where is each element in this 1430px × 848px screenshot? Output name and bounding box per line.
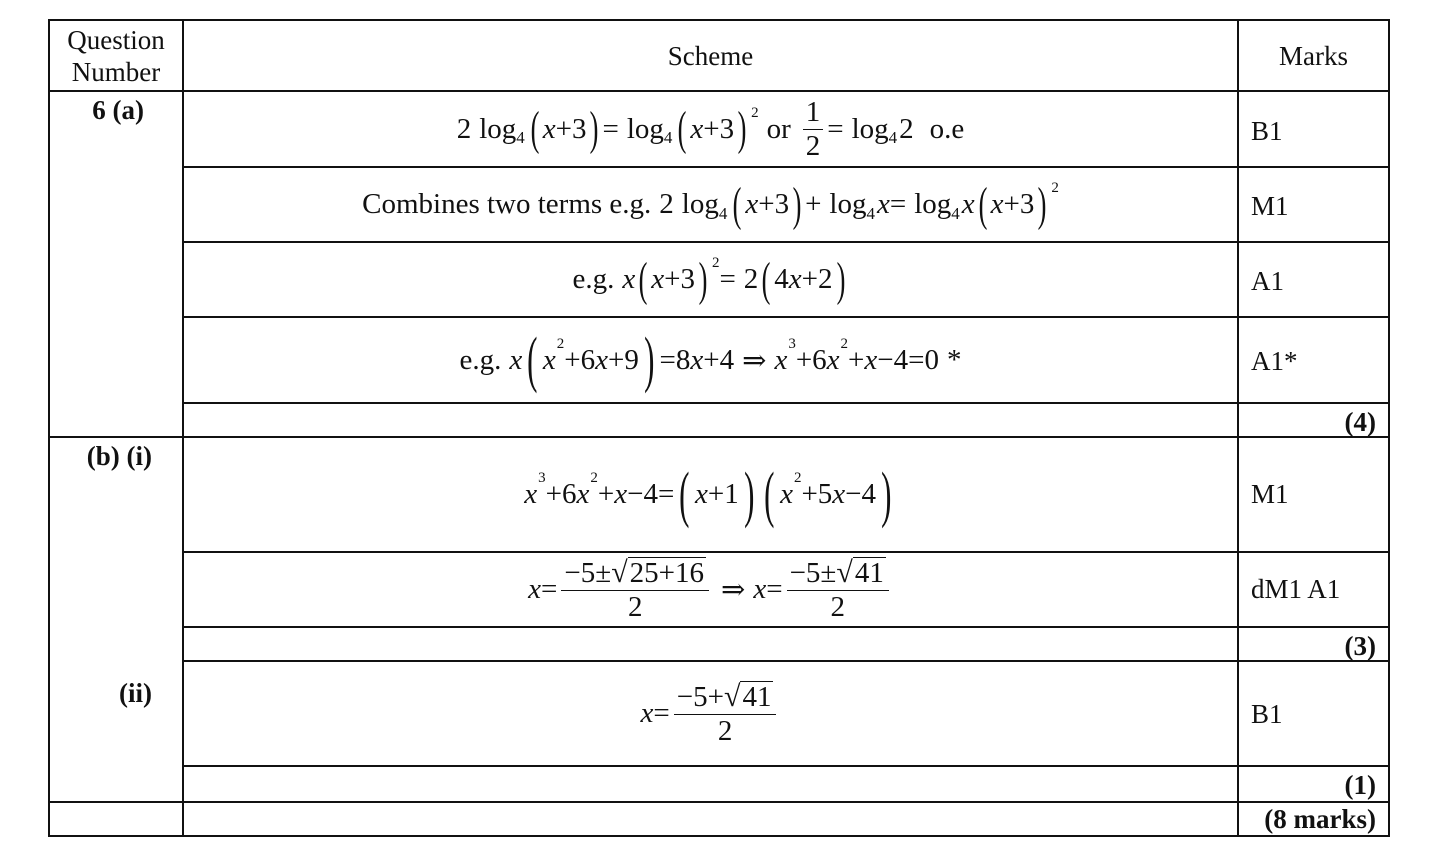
equation-cubic: e.g. x ( x 2 +6 x +9 ) =8 x +4 ⇒ x 3 +6 x 2 + x −4=0 * — [459, 326, 962, 394]
scheme-row-1 — [184, 92, 1237, 166]
subtotal-b-i: (3) — [1344, 631, 1376, 661]
scheme-row-5 — [184, 438, 1237, 551]
scheme-row-4 — [184, 318, 1237, 402]
mark-row-1: B1 — [1251, 116, 1283, 146]
mark-row-7: B1 — [1251, 699, 1283, 729]
equation-positive-root: x = −5+ √ 41 2 — [641, 681, 781, 747]
equation-log-power: 2 log 4 ( x +3 ) = log 4 ( x +3 ) 2 or $\frac{1}{2}$ = log 4 2 o.e — [456, 96, 965, 162]
header-question-number — [50, 21, 182, 90]
mark-row-2: M1 — [1251, 191, 1289, 221]
mark-row-5: M1 — [1251, 479, 1289, 509]
mark-row-4: A1* — [1251, 346, 1298, 376]
header-marks: Marks — [1279, 40, 1348, 71]
scheme-row-2 — [184, 168, 1237, 241]
mark-row-3: A1 — [1251, 266, 1284, 296]
part-6a-label: 6 (a) — [92, 95, 144, 125]
header-scheme: Scheme — [667, 40, 754, 71]
subtotal-b-ii: (1) — [1344, 770, 1376, 800]
scheme-row-3 — [184, 243, 1237, 316]
total-marks: (8 marks) — [1264, 804, 1376, 834]
row-4-prefix: e.g. — [459, 343, 502, 376]
mark-scheme-table — [48, 19, 1390, 837]
scheme-row-6 — [184, 553, 1237, 626]
text-oe: o.e — [929, 112, 965, 145]
part-bi-label: (b) (i) — [86, 441, 152, 471]
header-question-line1: Question — [67, 24, 165, 55]
subtotal-a: (4) — [1344, 407, 1376, 437]
equation-expanded: e.g. x ( x +3 ) 2 = 2 ( 4 x +2 ) — [572, 252, 845, 306]
equation-factorised: x 3 +6 x 2 + x −4= ( x +1 ) ( x 2 +5 x −4 ) — [524, 460, 892, 529]
part-bii-label: (ii) — [119, 678, 152, 708]
text-or: or — [766, 112, 791, 145]
mark-row-6: dM1 A1 — [1251, 574, 1341, 604]
header-question-line2: Number — [71, 56, 161, 87]
row-2-prefix: Combines two terms e.g. — [362, 188, 652, 220]
equation-quadratic-formula: x = −5± √ 25+16 2 ⇒ x = −5± √ 41 2 — [528, 557, 893, 623]
row-3-prefix: e.g. — [572, 263, 615, 295]
equation-combine-terms: Combines two terms e.g. 2 log 4 ( x +3 ) + log 4 x = log 4 x ( x +3 ) 2 — [362, 177, 1059, 231]
scheme-row-7 — [184, 662, 1237, 765]
